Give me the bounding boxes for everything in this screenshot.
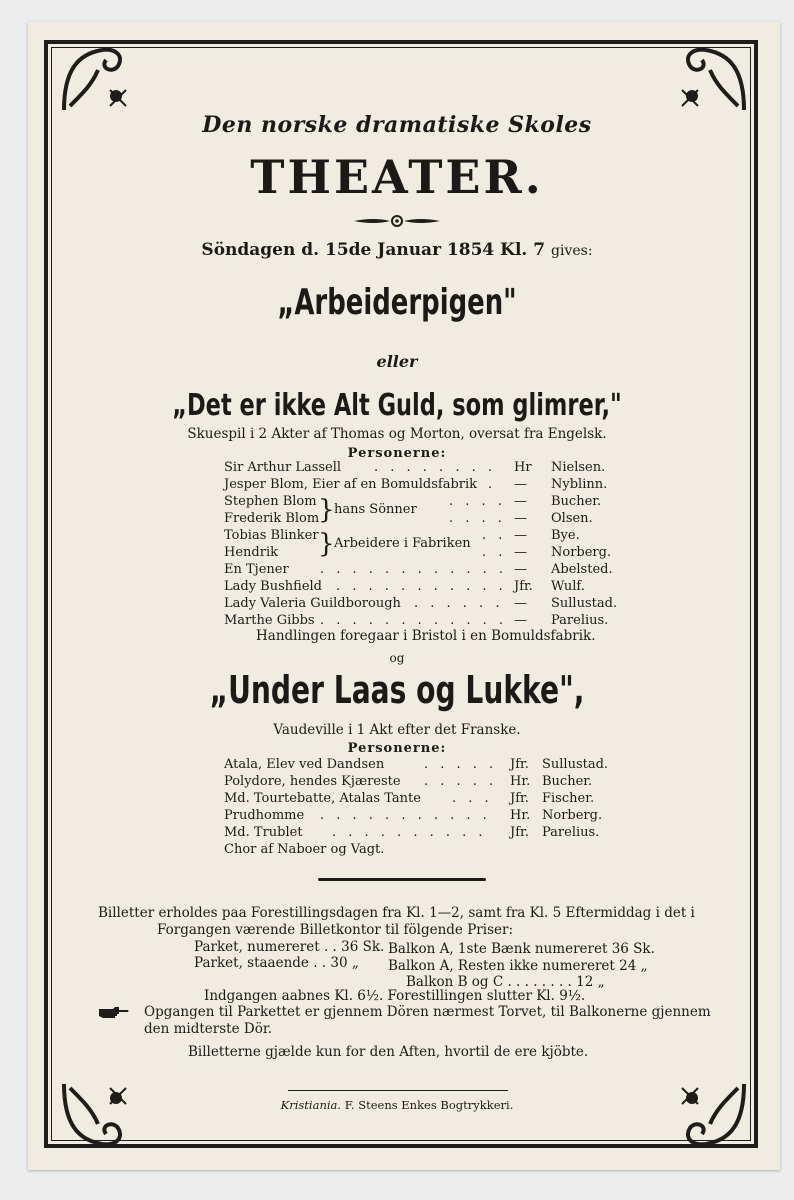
- imprint-city: Kristiania.: [280, 1098, 342, 1112]
- cast-actor: Bucher.: [551, 494, 602, 509]
- cast-role: Atala, Elev ved Dandsen: [224, 757, 385, 772]
- cast-title: Jfr.: [510, 757, 529, 772]
- school-name: Den norske dramatiske Skoles: [202, 112, 592, 138]
- cast-title: Jfr.: [510, 791, 529, 806]
- leader-dots: . . . . .: [424, 757, 498, 772]
- cast-row: [224, 756, 624, 773]
- cast-row: [224, 773, 624, 790]
- cast-role: Sir Arthur Lassell: [224, 460, 342, 475]
- leader-dots: . . . . . . . . . .: [332, 825, 487, 840]
- price-parket-numbered: Parket, numereret . . 36 Sk.: [194, 939, 385, 955]
- cast-title: —: [514, 545, 527, 560]
- cast-actor: Parelius.: [542, 825, 600, 840]
- cast-actor: Sullustad.: [551, 596, 618, 611]
- corner-ornament-bottom-left: [58, 1080, 132, 1154]
- play1-cast-heading: Personerne:: [347, 446, 447, 461]
- cast-role: Jesper Blom, Eier af en Bomuldsfabrik: [224, 477, 478, 492]
- cast-row: [224, 790, 624, 807]
- cast-title: —: [514, 494, 527, 509]
- cast-role: Hendrik: [224, 545, 278, 560]
- ornamental-divider: [354, 212, 440, 224]
- leader-dots: . . . . . .: [414, 596, 504, 611]
- tickets-line-1: Billetter erholdes paa Forestillingsdagen fra Kl. 1—2, samt fra Kl. 5 Eftermiddag i det i: [98, 905, 695, 921]
- og-connector: og: [389, 651, 405, 665]
- tickets-line-2: Forgangen værende Billetkontor til fölgende Priser:: [157, 922, 513, 938]
- cast-row: [224, 459, 624, 476]
- cast-role: En Tjener: [224, 562, 289, 577]
- play1-title: „Arbeiderpigen": [277, 282, 517, 323]
- play1-description: Skuespil i 2 Akter af Thomas og Morton, oversat fra Engelsk.: [187, 426, 607, 442]
- leader-dots: . . . . . . . .: [374, 460, 496, 475]
- leader-dots: . . . .: [449, 511, 506, 526]
- pointing-hand-icon: [99, 1005, 129, 1019]
- cast-actor: Bye.: [551, 528, 580, 543]
- cast-role: Prudhomme: [224, 808, 305, 823]
- leader-dots: . . . . . . . . . . . .: [320, 562, 508, 577]
- corner-ornament-bottom-right: [676, 1080, 750, 1154]
- cast-title: Jfr.: [510, 825, 529, 840]
- entry-line-1: Opgangen til Parkettet er gjennem Dören nærmest Torvet, til Balkonerne gjennem: [144, 1004, 711, 1020]
- cast-row: [224, 824, 624, 841]
- theater-heading: THEATER.: [250, 150, 544, 204]
- cast-actor: Fischer.: [542, 791, 595, 806]
- bracket-brace: }: [318, 529, 335, 559]
- cast-row: [224, 493, 624, 510]
- leader-dots: . .: [482, 545, 507, 560]
- cast-actor: Norberg.: [542, 808, 603, 823]
- cast-title: —: [514, 613, 527, 628]
- cast-row: [224, 595, 624, 612]
- times-line: Indgangen aabnes Kl. 6½. Forestillingen slutter Kl. 9½.: [204, 988, 586, 1004]
- cast-actor: Sullustad.: [542, 757, 609, 772]
- cast-title: —: [514, 477, 527, 492]
- cast-actor: Wulf.: [551, 579, 585, 594]
- cast-title: —: [514, 528, 527, 543]
- gives-text: gives:: [551, 243, 593, 259]
- cast-row: [224, 476, 624, 493]
- cast-role: Lady Valeria Guildborough: [224, 596, 401, 611]
- play2-title: „Under Laas og Lukke",: [209, 668, 585, 712]
- chorus-text: Chor af Naboer og Vagt.: [224, 842, 385, 857]
- cast-row: [224, 510, 624, 527]
- cast-row: [224, 578, 624, 595]
- section-divider: [318, 878, 486, 881]
- cast-actor: Nyblinn.: [551, 477, 608, 492]
- cast-actor: Norberg.: [551, 545, 612, 560]
- leader-dots: . . . . .: [424, 774, 498, 789]
- cast-actor: Abelsted.: [551, 562, 613, 577]
- cast-title: Jfr.: [514, 579, 533, 594]
- leader-dots: . . . . . . . . . . . .: [320, 613, 508, 628]
- group-sons-label: hans Sönner: [334, 502, 417, 517]
- chorus-row: [224, 841, 624, 858]
- date-line: [0, 240, 794, 260]
- cast-role: Md. Trublet: [224, 825, 303, 840]
- cast-title: —: [514, 596, 527, 611]
- play1-subtitle: „Det er ikke Alt Guld, som glimrer,": [172, 388, 622, 423]
- group-workers-label: Arbeidere i Fabriken: [334, 536, 471, 551]
- play2-description: Vaudeville i 1 Akt efter det Franske.: [273, 722, 521, 738]
- cast-role: Frederik Blom: [224, 511, 320, 526]
- cast-role: Polydore, hendes Kjæreste: [224, 774, 401, 789]
- leader-dots: . . .: [452, 791, 493, 806]
- leader-dots: . . . . . . . . . . .: [320, 808, 491, 823]
- leader-dots: . . . .: [449, 494, 506, 509]
- printer-imprint: [0, 1098, 794, 1112]
- cast-role: Lady Bushfield: [224, 579, 322, 594]
- cast-actor: Olsen.: [551, 511, 593, 526]
- date-text: Söndagen d. 15de Januar 1854 Kl. 7: [201, 240, 546, 260]
- price-parket-standing: Parket, staaende . . 30 „: [194, 955, 359, 971]
- corner-ornament-top-left: [58, 40, 132, 114]
- play1-eller: eller: [376, 352, 418, 371]
- imprint-printer: F. Steens Enkes Bogtrykkeri.: [344, 1098, 514, 1112]
- cast-row: [224, 561, 624, 578]
- entry-line-2: den midterste Dör.: [144, 1021, 273, 1037]
- cast-title: Hr.: [510, 808, 531, 823]
- cast-title: Hr: [514, 460, 532, 475]
- cast-role: Tobias Blinker: [224, 528, 319, 543]
- play2-cast-heading: Personerne:: [347, 741, 447, 756]
- play1-setting: Handlingen foregaar i Bristol i en Bomuldsfabrik.: [256, 628, 596, 644]
- price-balkon-b-c: Balkon B og C . . . . . . . . 12 „: [406, 974, 605, 990]
- cast-row: [224, 807, 624, 824]
- cast-actor: Parelius.: [551, 613, 609, 628]
- bracket-brace: }: [318, 495, 335, 525]
- price-balkon-a-numbered: Balkon A, 1ste Bænk numereret 36 Sk.: [388, 941, 655, 957]
- leader-dots: . . . . . . . . . . .: [336, 579, 507, 594]
- leader-dots: . .: [482, 528, 507, 543]
- cast-title: —: [514, 511, 527, 526]
- cast-role: Md. Tourtebatte, Atalas Tante: [224, 791, 421, 806]
- cast-role: Marthe Gibbs: [224, 613, 315, 628]
- cast-row: [224, 612, 624, 629]
- leader-dots: .: [488, 477, 497, 492]
- footer-rule: [288, 1090, 508, 1091]
- cast-title: Hr.: [510, 774, 531, 789]
- price-balkon-a-rest: Balkon A, Resten ikke numereret 24 „: [388, 958, 648, 974]
- cast-actor: Bucher.: [542, 774, 593, 789]
- cast-role: Stephen Blom: [224, 494, 317, 509]
- cast-title: —: [514, 562, 527, 577]
- cast-actor: Nielsen.: [551, 460, 606, 475]
- validity-line: Billetterne gjælde kun for den Aften, hvortil de ere kjöbte.: [188, 1044, 589, 1060]
- corner-ornament-top-right: [676, 40, 750, 114]
